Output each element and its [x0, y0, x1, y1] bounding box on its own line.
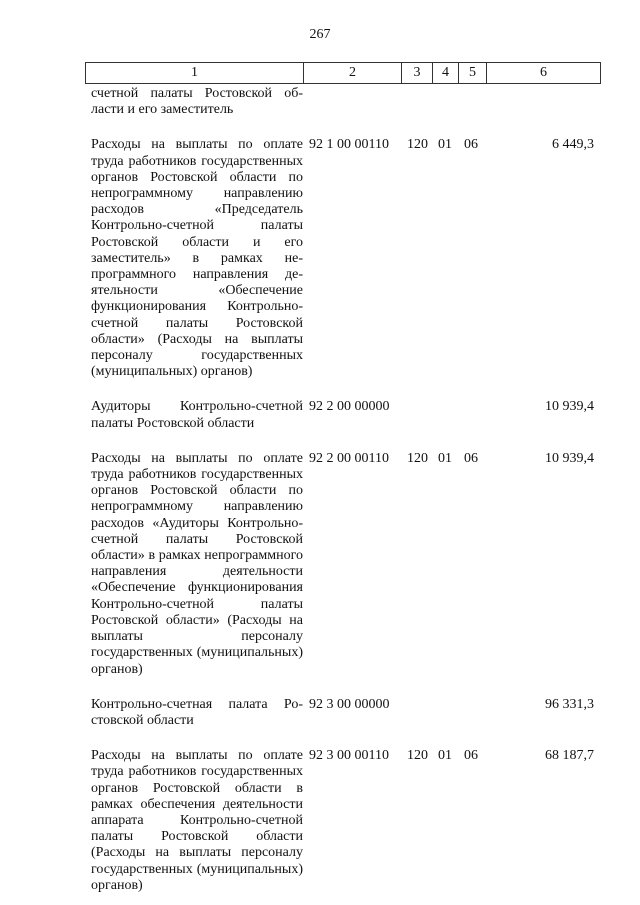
- column-header-6: 6: [487, 63, 601, 84]
- table-row: [85, 399, 600, 431]
- column-header-1: 1: [86, 63, 304, 84]
- table-row: [85, 748, 600, 894]
- row-target-code: 92 1 00 00110: [309, 137, 389, 153]
- row-name: Контрольно-счетная палата Ростовской области: [91, 696, 303, 728]
- row-subsection: 06: [464, 137, 478, 153]
- column-header-5: 5: [459, 63, 487, 84]
- column-header-3: 3: [402, 63, 433, 84]
- row-name: Расходы на выплаты по оплате труда работников государственных органов Ростовской области по непрограммному направлению расходов «Председатель Контрольно-счетной палаты Ростовской области и его заместитель» в рамках непрограммного направления деятельности «Обеспечение функционирования Контрольно-счетной палаты Ростовской области» (Расходы на выплаты персоналу государственных (муниципальных) органов): [91, 137, 303, 380]
- row-expense-type: 120: [407, 137, 428, 153]
- table-row: [85, 86, 600, 118]
- row-target-code: 92 3 00 00110: [309, 748, 389, 764]
- row-target-code: 92 2 00 00110: [309, 450, 389, 466]
- column-header-row: [85, 62, 601, 84]
- row-name: Расходы на выплаты по оплате труда работников государственных органов Ростовской области по непрограммному направлению расходов «Аудиторы Контрольно-счетной палаты Ростовской области» в рамках непрограммного направления деятельности «Обеспечение функционирования Контрольно-счетной палаты Ростовской области» (Расходы на выплаты персоналу государственных (муниципальных) органов): [91, 450, 303, 677]
- table-row: [85, 137, 600, 380]
- row-name: Расходы на выплаты по оплате труда работников государственных органов Ростовской области в рамках обеспечения деятельности аппарата Контрольно-счетной палаты Ростовской области (Расходы на выплаты персоналу государственных (муниципальных) органов): [91, 748, 303, 893]
- row-target-code: 92 2 00 00000: [309, 399, 390, 415]
- row-subsection: 06: [464, 450, 478, 466]
- row-target-code: 92 3 00 00000: [309, 696, 390, 712]
- page-number: 267: [309, 27, 331, 42]
- row-section: 01: [438, 748, 452, 764]
- column-header-4: 4: [433, 63, 459, 84]
- row-amount: 96 331,3: [545, 696, 594, 712]
- table-row: [85, 451, 600, 678]
- budget-table-body: [85, 86, 600, 894]
- row-section: 01: [438, 137, 452, 153]
- row-amount: 10 939,4: [545, 399, 594, 415]
- row-amount: 6 449,3: [552, 137, 594, 153]
- row-name: счетной палаты Ростовской области и его заместитель: [91, 86, 303, 118]
- column-header-2: 2: [304, 63, 402, 84]
- row-section: 01: [438, 450, 452, 466]
- row-amount: 10 939,4: [545, 450, 594, 466]
- row-subsection: 06: [464, 748, 478, 764]
- row-expense-type: 120: [407, 748, 428, 764]
- row-expense-type: 120: [407, 450, 428, 466]
- table-row: [85, 697, 600, 729]
- row-name: Аудиторы Контрольно-счетной палаты Ростовской области: [91, 399, 303, 431]
- row-amount: 68 187,7: [545, 748, 594, 764]
